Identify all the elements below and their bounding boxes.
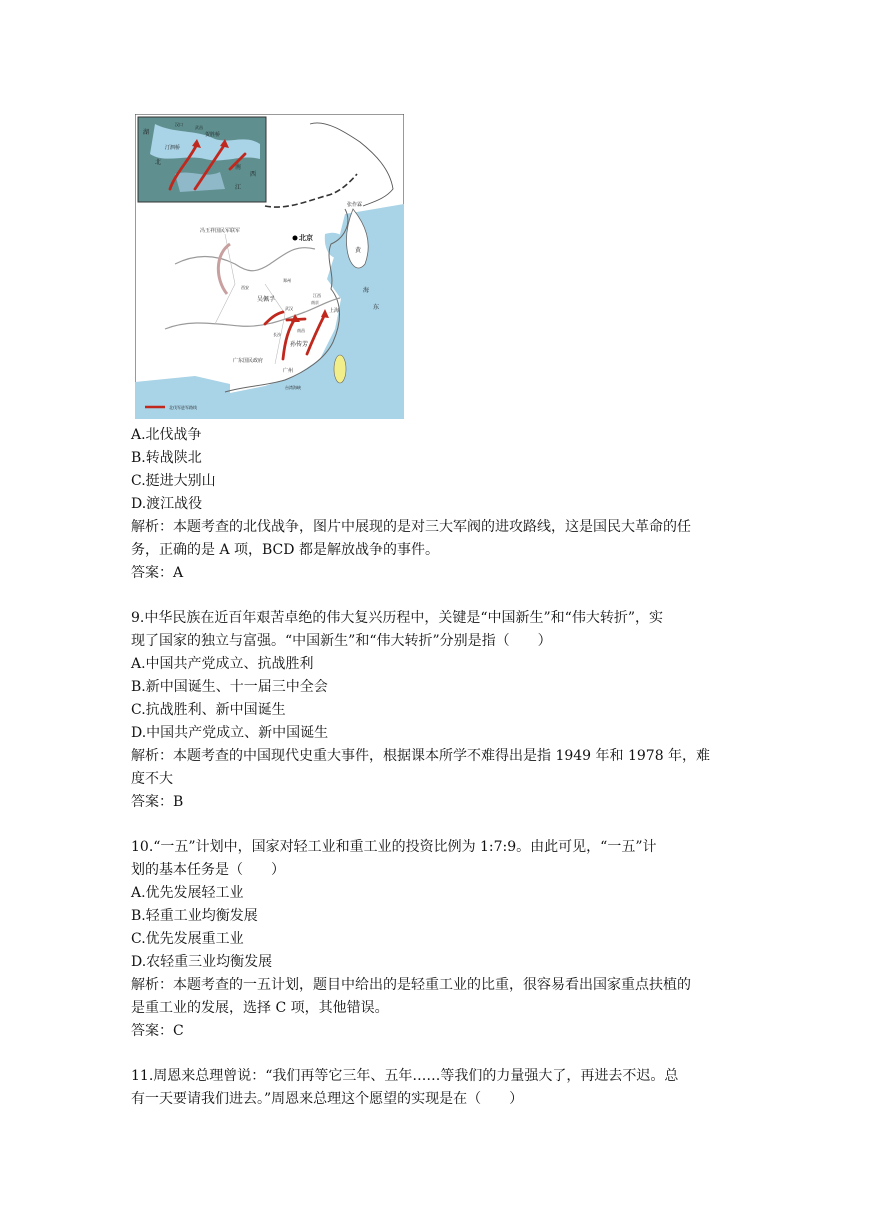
q8-option-b: B.转战陕北 xyxy=(131,450,202,466)
q9-option-d: D.中国共产党成立、新中国诞生 xyxy=(131,725,329,741)
q11-stem-line-2: 有一天要请我们进去。”周恩来总理这个愿望的实现是在（ ） xyxy=(131,1091,524,1107)
inset-label-hu: 湖 xyxy=(143,129,150,136)
q8-analysis-line-1: 解析：本题考查的北伐战争，图片中展现的是对三大军阀的进攻路线，这是国民大革命的任 xyxy=(131,519,691,535)
map-label-guangzhou: 广州 xyxy=(283,368,294,374)
q10-analysis-line-1: 解析：本题考查的一五计划，题目中给出的是轻重工业的比重，很容易看出国家重点扶植的 xyxy=(131,977,691,993)
map-label-nanjing: 南京 xyxy=(311,300,319,305)
q11-stem-line-1: 11.周恩来总理曾说：“我们再等它三年、五年……等我们的力量强大了，再进去不迟。总 xyxy=(131,1068,679,1084)
q10-option-a: A.优先发展轻工业 xyxy=(131,885,244,901)
q8-option-c: C.挺进大别山 xyxy=(131,473,216,489)
inset-label-xi: 西 xyxy=(250,171,257,178)
question-8-block xyxy=(131,424,751,1111)
map-label-jiangxi: 江西 xyxy=(313,293,321,298)
q8-option-a: A.北伐战争 xyxy=(131,427,202,443)
map-label-wu: 吴佩孚 xyxy=(257,296,276,303)
q8-option-d: D.渡江战役 xyxy=(131,496,203,512)
sea-label-dong: 东 xyxy=(373,304,380,311)
q9-option-a: A.中国共产党成立、抗战胜利 xyxy=(131,656,314,672)
map-label-sun: 孙传芳 xyxy=(290,341,309,348)
map-label-changsha: 长沙 xyxy=(273,332,281,337)
map-label-taiwan-sea: 台湾海峡 xyxy=(285,385,301,390)
map-label-wuhan: 武汉 xyxy=(285,306,293,311)
inset-label-hankou: 汉口 xyxy=(175,122,183,127)
inset-label-hesheng: 贺胜桥 xyxy=(205,132,221,138)
q9-analysis-line-2: 度不大 xyxy=(131,771,173,787)
map-label-feng: 冯玉祥国民军联军 xyxy=(200,228,241,234)
q9-option-c: C.抗战胜利、新中国诞生 xyxy=(131,702,286,718)
map-label-zhengzhou: 郑州 xyxy=(283,278,291,283)
inset-label-wuchang: 武昌 xyxy=(195,125,203,130)
q10-stem-line-1: 10.“一五”计划中，国家对轻工业和重工业的投资比例为 1:7:9。由此可见，“一五”计 xyxy=(131,839,657,855)
map-label-nanchang: 南昌 xyxy=(297,328,305,333)
map-label-zhang: 张作霖 xyxy=(347,202,363,208)
q8-answer: 答案：A xyxy=(131,565,184,581)
q9-option-b: B.新中国诞生、十一届三中全会 xyxy=(131,679,328,695)
q10-analysis-line-2: 是重工业的发展，选择 C 项，其他错误。 xyxy=(131,1000,389,1016)
q9-stem-line-2: 现了国家的独立与富强。“中国新生”和“伟大转折”分别是指（ ） xyxy=(131,633,552,649)
q9-analysis-line-1: 解析：本题考查的中国现代史重大事件，根据课本所学不难得出是指 1949 年和 1978 年，难 xyxy=(131,748,711,764)
map-label-shanghai: 上海 xyxy=(329,308,340,314)
q10-option-c: C.优先发展重工业 xyxy=(131,931,244,947)
q9-answer: 答案：B xyxy=(131,794,184,810)
inset-label-tingsiqiao: 汀泗桥 xyxy=(165,145,181,151)
inset-label-nan: 南 xyxy=(235,164,242,171)
map-legend: 北伐军进军路线 xyxy=(169,405,197,410)
sea-label-huang: 黄 xyxy=(355,247,362,254)
northern-expedition-map xyxy=(135,114,404,419)
map-label-guangdong: 广东国民政府 xyxy=(233,358,264,364)
map-label-beijing: 北京 xyxy=(299,234,313,242)
map-label-xian: 西安 xyxy=(241,285,249,290)
sea-label-hai: 海 xyxy=(363,287,370,294)
inset-label-jiang: 江 xyxy=(235,184,242,191)
q9-stem-line-1: 9.中华民族在近百年艰苦卓绝的伟大复兴历程中，关键是“中国新生”和“伟大转折”，实 xyxy=(131,610,663,626)
q8-analysis-line-2: 务，正确的是 A 项，BCD 都是解放战争的事件。 xyxy=(131,542,439,558)
q10-answer: 答案：C xyxy=(131,1023,184,1039)
inset-label-bei: 北 xyxy=(155,159,162,166)
q10-option-d: D.农轻重三业均衡发展 xyxy=(131,954,273,970)
q10-stem-line-2: 划的基本任务是（ ） xyxy=(131,862,285,878)
q10-option-b: B.轻重工业均衡发展 xyxy=(131,908,258,924)
